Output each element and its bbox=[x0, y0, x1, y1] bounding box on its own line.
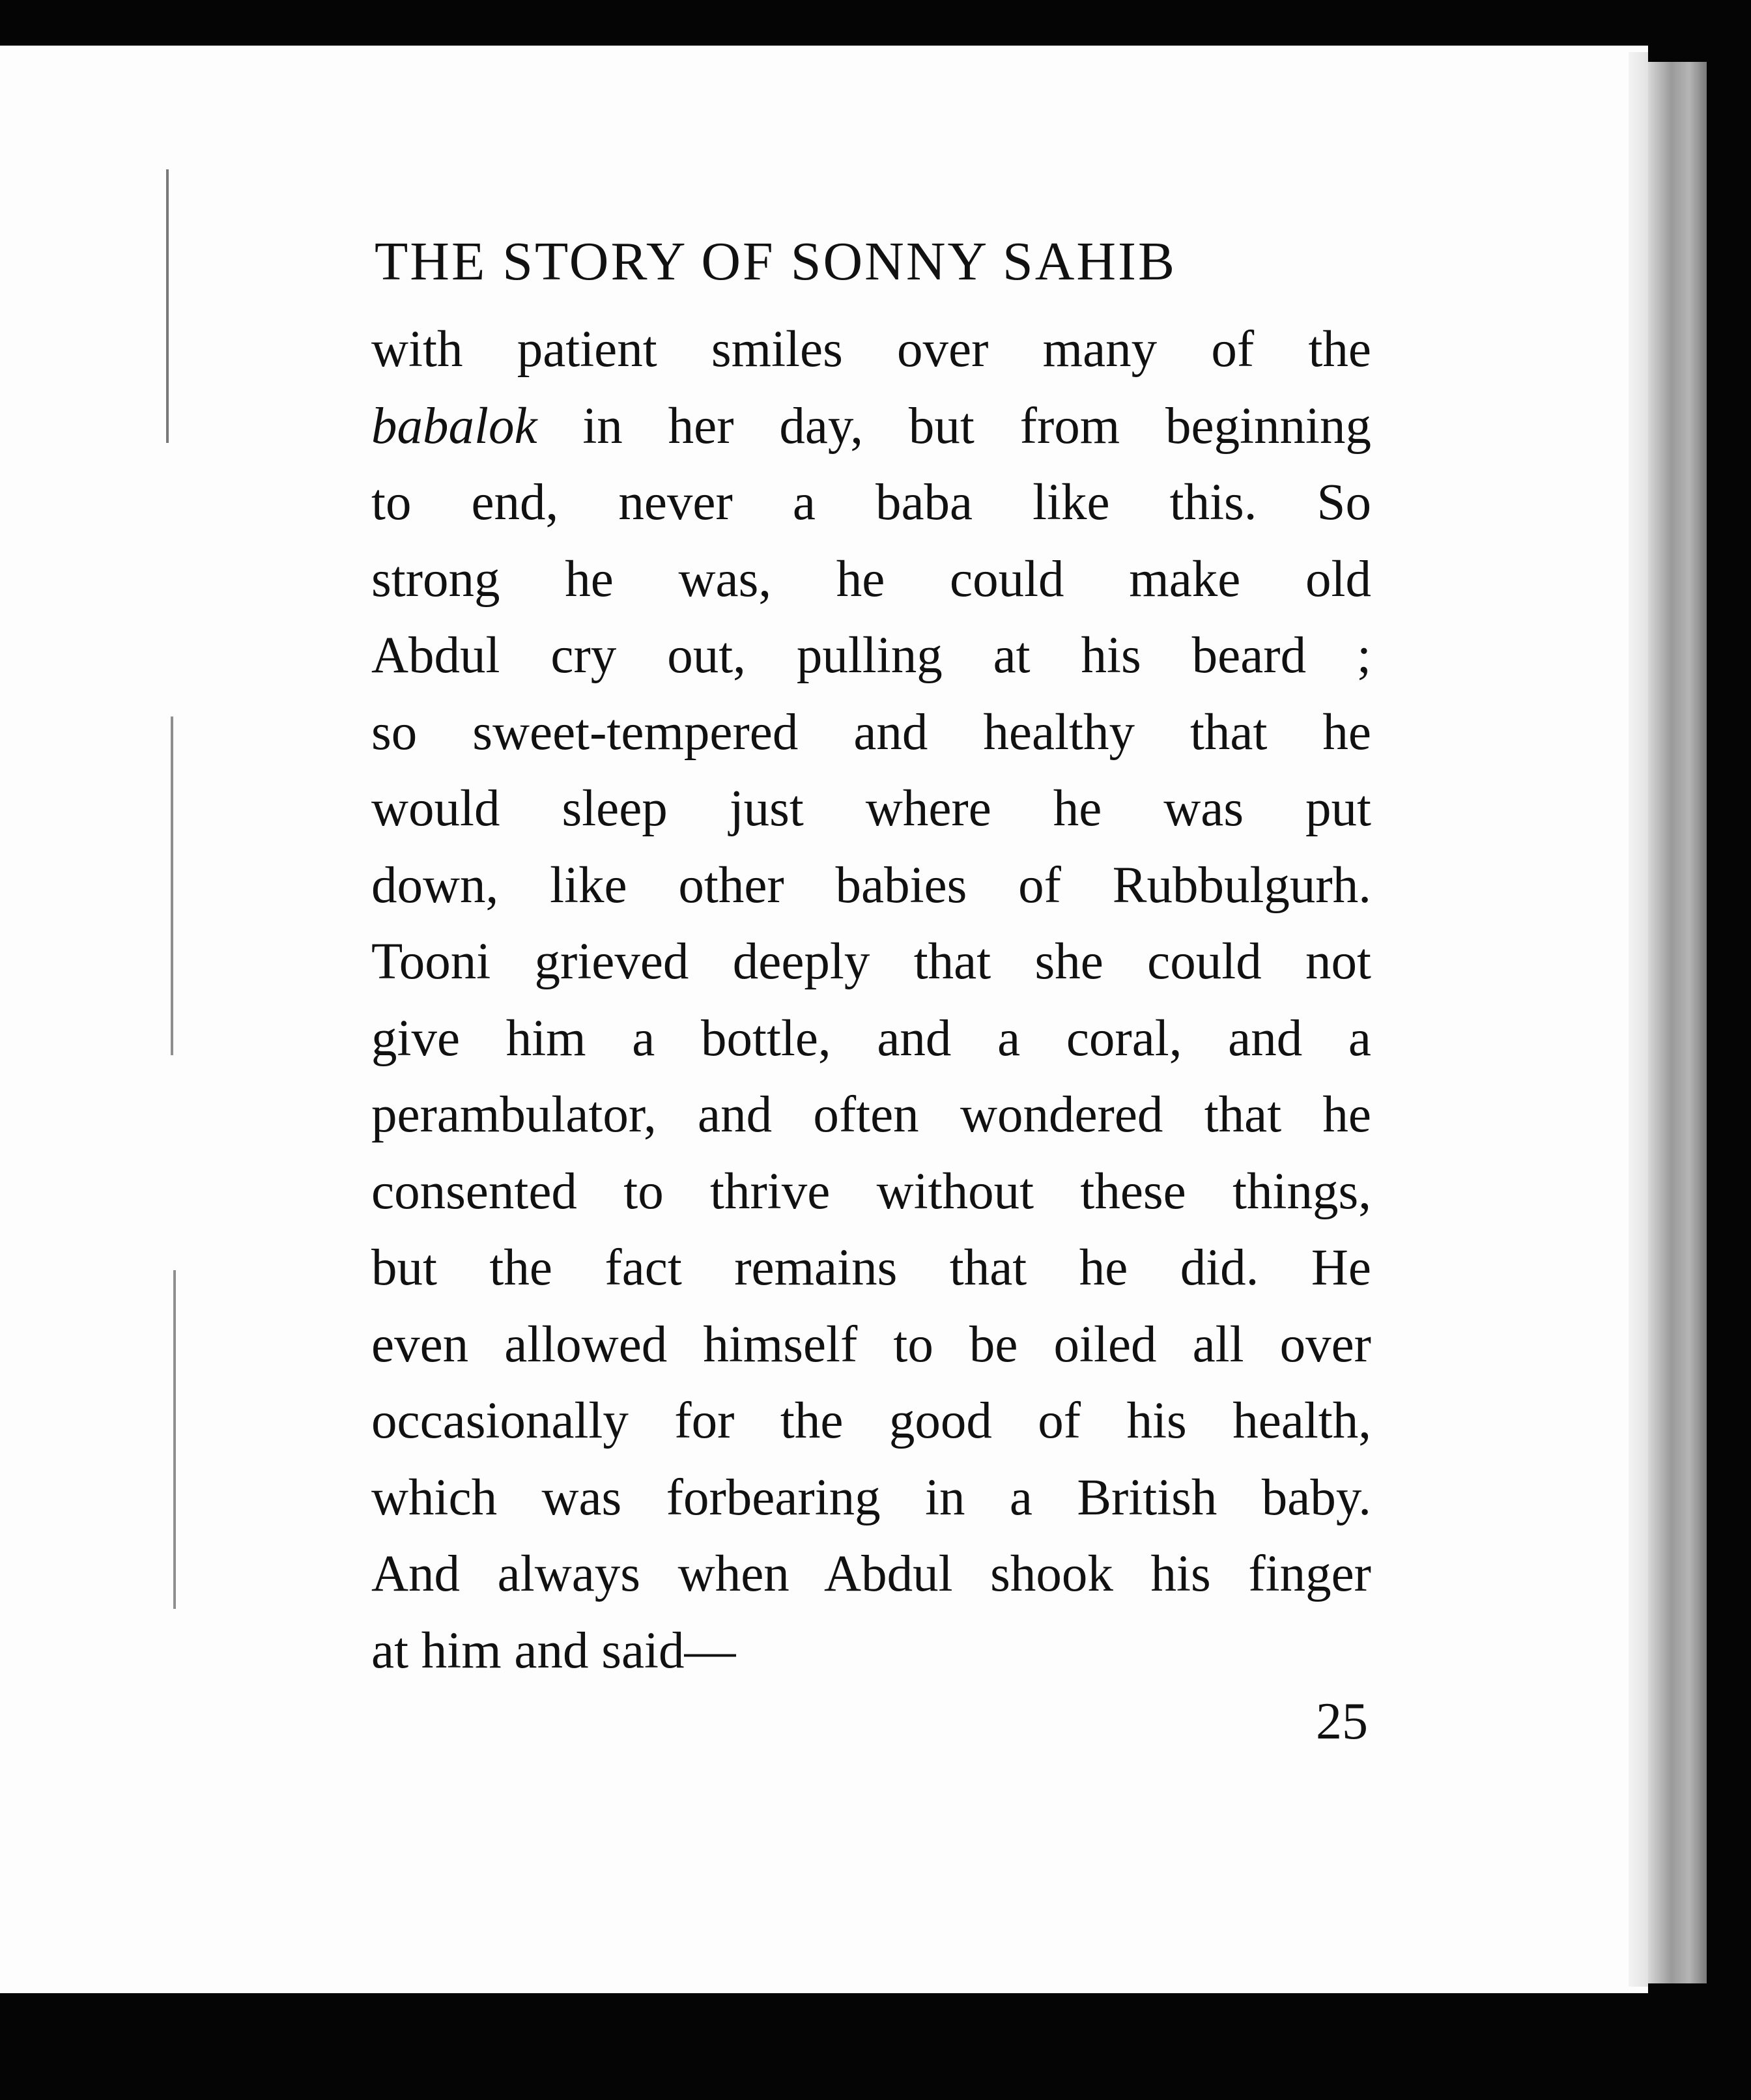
text-line: so sweet-tempered and healthy that he bbox=[371, 703, 1371, 761]
text-line: down, like other babies of Rubbulgurh. bbox=[371, 857, 1371, 914]
text-line: occasionally for the good of his health, bbox=[371, 1393, 1371, 1449]
text-line: would sleep just where he was put bbox=[371, 780, 1371, 837]
body-text bbox=[371, 311, 1371, 1689]
binding-stitch-mark bbox=[171, 717, 173, 1055]
binding-stitch-mark bbox=[173, 1270, 176, 1609]
text-line bbox=[371, 388, 1371, 465]
binding-stitch-mark bbox=[166, 169, 169, 443]
text-line: but the fact remains that he did. He bbox=[371, 1240, 1371, 1296]
text-line: Abdul cry out, pulling at his beard ; bbox=[371, 627, 1371, 684]
text-line: And always when Abdul shook his finger bbox=[371, 1546, 1371, 1602]
text-line-rest: in her day, but from beginning bbox=[582, 397, 1372, 455]
text-line: give him a bottle, and a coral, and a bbox=[371, 1010, 1371, 1067]
book-page bbox=[0, 46, 1648, 1993]
page-edge-shadow bbox=[1629, 52, 1648, 1987]
text-line: at him and said— bbox=[371, 1622, 736, 1679]
text-line: consented to thrive without these things, bbox=[371, 1163, 1371, 1220]
text-line: Tooni grieved deeply that she could not bbox=[371, 933, 1371, 990]
text-line: strong he was, he could make old bbox=[371, 550, 1371, 608]
running-head: THE STORY OF SONNY SAHIB bbox=[375, 231, 1177, 292]
text-line: to end, never a baba like this. So bbox=[371, 474, 1371, 531]
text-line: perambulator, and often wondered that he bbox=[371, 1086, 1371, 1143]
page-number: 25 bbox=[1316, 1693, 1368, 1750]
text-line: which was forbearing in a British baby. bbox=[371, 1469, 1371, 1526]
text-line: even allowed himself to be oiled all over bbox=[371, 1316, 1371, 1373]
italic-word: babalok bbox=[371, 397, 537, 455]
page-stack-edge bbox=[1648, 62, 1707, 1983]
text-line: with patient smiles over many of the bbox=[371, 321, 1371, 378]
